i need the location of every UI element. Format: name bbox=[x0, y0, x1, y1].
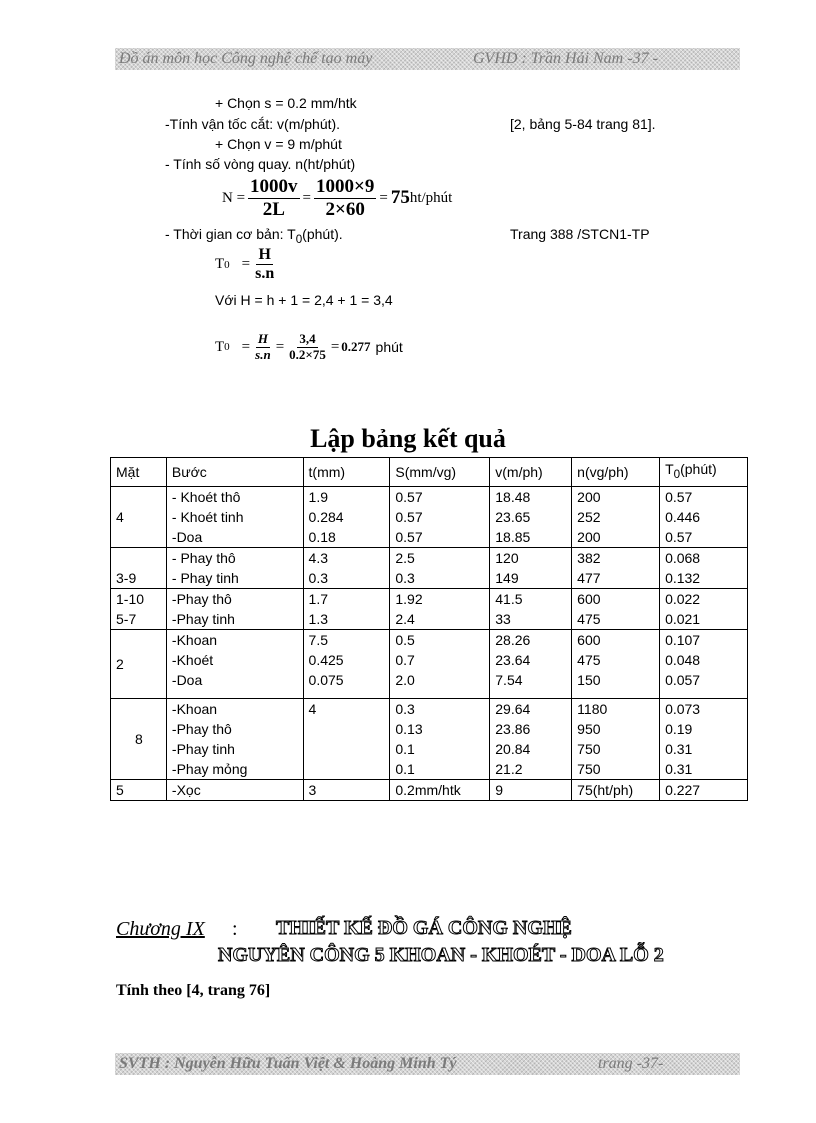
step-cell: -Khoan -Khoét -Doa bbox=[166, 630, 303, 699]
eq-t2-equals-1: = bbox=[241, 338, 251, 355]
depth-cell: 1.7 1.3 bbox=[303, 589, 390, 630]
time-cell: 0.227 bbox=[660, 780, 748, 801]
eq-t2-lhs: T bbox=[215, 338, 225, 355]
eq-n-f2-numerator: 1000×9 bbox=[316, 176, 375, 197]
eq-t2-subscript: 0 bbox=[224, 341, 230, 354]
feed-cell: 0.57 0.57 0.57 bbox=[390, 487, 490, 548]
time-cell: 0.073 0.19 0.31 0.31 bbox=[660, 699, 748, 780]
base-time-subscript: 0 bbox=[295, 232, 303, 246]
choose-speed-line: + Chọn v = 9 m/phút bbox=[215, 136, 342, 152]
eq-t1-fraction bbox=[253, 246, 276, 284]
table-row bbox=[111, 630, 748, 699]
eq-n-fraction-1 bbox=[248, 176, 300, 221]
eq-t1-denominator: s.n bbox=[255, 265, 275, 283]
face-cell: 3-9 bbox=[111, 548, 167, 589]
footer-page-number: trang -37- bbox=[598, 1055, 664, 1072]
velocity-cell: 120 149 bbox=[490, 548, 572, 589]
time-cell: 0.107 0.048 0.057 bbox=[660, 630, 748, 699]
face-cell: 4 bbox=[111, 487, 167, 548]
face-cell: 2 bbox=[111, 630, 167, 699]
table-header-row bbox=[111, 458, 748, 487]
cutting-speed-reference: [2, bảng 5-84 trang 81]. bbox=[510, 116, 656, 132]
feed-cell: 1.92 2.4 bbox=[390, 589, 490, 630]
depth-cell: 3 bbox=[303, 780, 390, 801]
depth-cell: 1.9 0.284 0.18 bbox=[303, 487, 390, 548]
table-row bbox=[111, 589, 748, 630]
eq-t1-subscript: 0 bbox=[224, 258, 230, 271]
velocity-cell: 28.26 23.64 7.54 bbox=[490, 630, 572, 699]
time-cell: 0.57 0.446 0.57 bbox=[660, 487, 748, 548]
eq-n-f1-numerator: 1000v bbox=[250, 176, 298, 197]
eq-t2-unit: phút bbox=[375, 339, 403, 356]
eq-n-lhs: N = bbox=[222, 189, 246, 206]
eq-t1-equals: = bbox=[241, 256, 251, 273]
velocity-cell: 29.64 23.86 20.84 21.2 bbox=[490, 699, 572, 780]
eq-n-fraction-2 bbox=[314, 176, 376, 221]
eq-t2-f2-numerator: 3,4 bbox=[299, 331, 316, 346]
header-step: Bước bbox=[166, 458, 303, 487]
eq-t2-f1-numerator: H bbox=[257, 331, 268, 346]
page-footer bbox=[115, 1053, 740, 1075]
rpm-cell: 75(ht/ph) bbox=[572, 780, 660, 801]
reference-line: Tính theo [4, trang 76] bbox=[116, 982, 271, 999]
velocity-cell: 18.48 23.65 18.85 bbox=[490, 487, 572, 548]
header-depth: t(mm) bbox=[303, 458, 390, 487]
table-row bbox=[111, 487, 748, 548]
rpm-cell: 600 475 bbox=[572, 589, 660, 630]
eq-t2-equals-3: = bbox=[330, 338, 340, 355]
rpm-cell: 382 477 bbox=[572, 548, 660, 589]
rpm-cell: 200 252 200 bbox=[572, 487, 660, 548]
step-cell: -Khoan -Phay thô -Phay tinh -Phay mỏng bbox=[166, 699, 303, 780]
depth-cell: 4.3 0.3 bbox=[303, 548, 390, 589]
eq-t1-lhs: T bbox=[215, 256, 225, 273]
table-row bbox=[111, 548, 748, 589]
header-velocity: v(m/ph) bbox=[490, 458, 572, 487]
base-time-result-equation bbox=[215, 332, 403, 363]
feed-cell: 0.5 0.7 2.0 bbox=[390, 630, 490, 699]
results-table bbox=[110, 457, 748, 801]
eq-t2-f2-denominator: 0.2×75 bbox=[289, 346, 326, 362]
time-cell: 0.022 0.021 bbox=[660, 589, 748, 630]
step-cell: - Khoét thô - Khoét tinh -Doa bbox=[166, 487, 303, 548]
chapter-title-line-1: THIẾT KẾ ĐỒ GÁ CÔNG NGHỆ bbox=[276, 917, 572, 939]
footer-students: SVTH : Nguyễn Hữu Tuấn Việt & Hoàng Minh Tý bbox=[119, 1055, 457, 1072]
chapter-title-line-2: NGUYÊN CÔNG 5 KHOAN - KHOÉT - DOA LỖ 2 bbox=[218, 944, 664, 966]
velocity-cell: 41.5 33 bbox=[490, 589, 572, 630]
base-time-reference: Trang 388 /STCN1-TP bbox=[510, 226, 650, 242]
eq-t1-numerator: H bbox=[256, 246, 272, 265]
eq-t2-fraction-2 bbox=[287, 332, 328, 363]
page-header bbox=[115, 48, 740, 70]
eq-t2-result: 0.277 bbox=[341, 339, 371, 355]
face-cell: 1-10 5-7 bbox=[111, 589, 167, 630]
rpm-cell: 1180 950 750 750 bbox=[572, 699, 660, 780]
header-rpm: n(vg/ph) bbox=[572, 458, 660, 487]
step-cell: - Phay thô - Phay tinh bbox=[166, 548, 303, 589]
eq-t2-fraction-1 bbox=[253, 332, 273, 363]
eq-n-equals-1: = bbox=[302, 189, 312, 206]
chapter-label: Chương IX bbox=[116, 918, 205, 940]
time-cell: 0.068 0.132 bbox=[660, 548, 748, 589]
eq-t2-f1-denominator: s.n bbox=[255, 346, 271, 362]
header-feed: S(mm/vg) bbox=[390, 458, 490, 487]
depth-cell: 7.5 0.425 0.075 bbox=[303, 630, 390, 699]
results-table-title: Lập bảng kết quả bbox=[310, 424, 506, 453]
step-cell: -Xọc bbox=[166, 780, 303, 801]
spindle-speed-line: - Tính số vòng quay. n(ht/phút) bbox=[165, 156, 356, 172]
feed-cell: 0.2mm/htk bbox=[390, 780, 490, 801]
depth-cell: 4 bbox=[303, 699, 390, 780]
header-face: Mặt bbox=[111, 458, 167, 487]
face-cell: 8 bbox=[111, 699, 167, 780]
cutting-speed-line: -Tính vận tốc cắt: v(m/phút). bbox=[165, 116, 341, 132]
h-value-line: Với H = h + 1 = 2,4 + 1 = 3,4 bbox=[215, 292, 393, 308]
eq-n-equals-2: = bbox=[379, 189, 388, 206]
base-time-line bbox=[165, 226, 343, 246]
header-instructor: GVHD : Trần Hải Nam -37 - bbox=[473, 50, 658, 67]
base-time-text: - Thời gian cơ bản: T bbox=[165, 226, 296, 242]
base-time-equation bbox=[215, 246, 279, 284]
eq-n-result: 75 bbox=[390, 187, 410, 209]
choose-feed-line: + Chọn s = 0.2 mm/htk bbox=[215, 95, 357, 111]
table-row bbox=[111, 699, 748, 780]
feed-cell: 0.3 0.13 0.1 0.1 bbox=[390, 699, 490, 780]
chapter-colon: : bbox=[232, 918, 238, 940]
eq-n-f2-denominator: 2×60 bbox=[325, 198, 365, 220]
header-course-title: Đồ án môn học Công nghệ chế tạo máy bbox=[119, 50, 373, 67]
eq-n-f1-denominator: 2L bbox=[262, 198, 285, 220]
rpm-cell: 600 475 150 bbox=[572, 630, 660, 699]
feed-cell: 2.5 0.3 bbox=[390, 548, 490, 589]
face-cell: 5 bbox=[111, 780, 167, 801]
table-row bbox=[111, 780, 748, 801]
spindle-speed-equation bbox=[222, 176, 452, 221]
velocity-cell: 9 bbox=[490, 780, 572, 801]
header-time: $T_0(phút)$ bbox=[660, 458, 748, 487]
step-cell: -Phay thô -Phay tinh bbox=[166, 589, 303, 630]
eq-n-unit: ht/phút bbox=[409, 189, 453, 206]
base-time-tail: (phút). bbox=[302, 226, 343, 242]
eq-t2-equals-2: = bbox=[275, 338, 285, 355]
